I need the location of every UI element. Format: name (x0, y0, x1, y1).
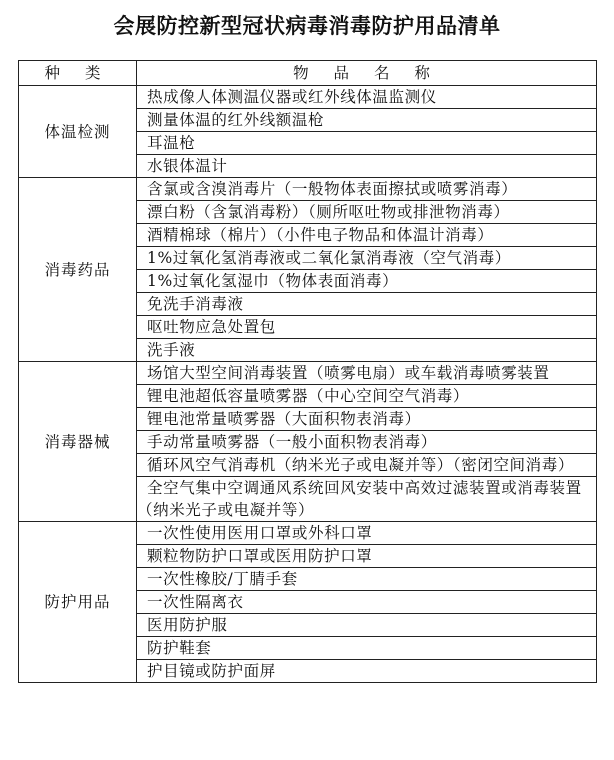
item-cell: 全空气集中空调通风系统回风安装中高效过滤装置或消毒装置（纳米光子或电凝并等） (137, 477, 597, 522)
supplies-table (18, 60, 597, 683)
item-cell: 一次性使用医用口罩或外科口罩 (137, 522, 597, 545)
table-row (19, 178, 597, 201)
table-row (19, 362, 597, 385)
item-cell: 医用防护服 (137, 614, 597, 637)
item-cell: 一次性橡胶/丁腈手套 (137, 568, 597, 591)
item-cell: 锂电池超低容量喷雾器（中心空间空气消毒） (137, 385, 597, 408)
item-cell: 场馆大型空间消毒装置（喷雾电扇）或车载消毒喷雾装置 (137, 362, 597, 385)
document-title: 会展防控新型冠状病毒消毒防护用品清单 (113, 13, 501, 38)
item-cell: 漂白粉（含氯消毒粉）（厕所呕吐物或排泄物消毒） (137, 201, 597, 224)
table-header-row (19, 61, 597, 86)
item-cell: 含氯或含溴消毒片（一般物体表面擦拭或喷雾消毒） (137, 178, 597, 201)
item-cell: 呕吐物应急处置包 (137, 316, 597, 339)
item-cell: 耳温枪 (137, 132, 597, 155)
table-row (19, 86, 597, 109)
category-cell: 消毒药品 (19, 178, 137, 362)
item-cell: 洗手液 (137, 339, 597, 362)
header-items: 物 品 名 称 (137, 61, 597, 86)
category-cell: 消毒器械 (19, 362, 137, 522)
item-cell: 锂电池常量喷雾器（大面积物表消毒） (137, 408, 597, 431)
item-cell: 护目镜或防护面屏 (137, 660, 597, 683)
category-cell: 体温检测 (19, 86, 137, 178)
item-cell: 颗粒物防护口罩或医用防护口罩 (137, 545, 597, 568)
item-cell: 测量体温的红外线额温枪 (137, 109, 597, 132)
item-cell: 水银体温计 (137, 155, 597, 178)
item-cell: 酒精棉球（棉片）（小件电子物品和体温计消毒） (137, 224, 597, 247)
item-cell: 1%过氧化氢湿巾（物体表面消毒） (137, 270, 597, 293)
item-cell: 1%过氧化氢消毒液或二氧化氯消毒液（空气消毒） (137, 247, 597, 270)
table-row (19, 522, 597, 545)
item-cell: 防护鞋套 (137, 637, 597, 660)
item-cell: 循环风空气消毒机（纳米光子或电凝并等）（密闭空间消毒） (137, 454, 597, 477)
item-cell: 免洗手消毒液 (137, 293, 597, 316)
category-cell: 防护用品 (19, 522, 137, 683)
item-cell: 手动常量喷雾器（一般小面积物表消毒） (137, 431, 597, 454)
item-cell: 热成像人体测温仪器或红外线体温监测仪 (137, 86, 597, 109)
header-category: 种 类 (19, 61, 137, 86)
table-body (19, 86, 597, 683)
item-cell: 一次性隔离衣 (137, 591, 597, 614)
